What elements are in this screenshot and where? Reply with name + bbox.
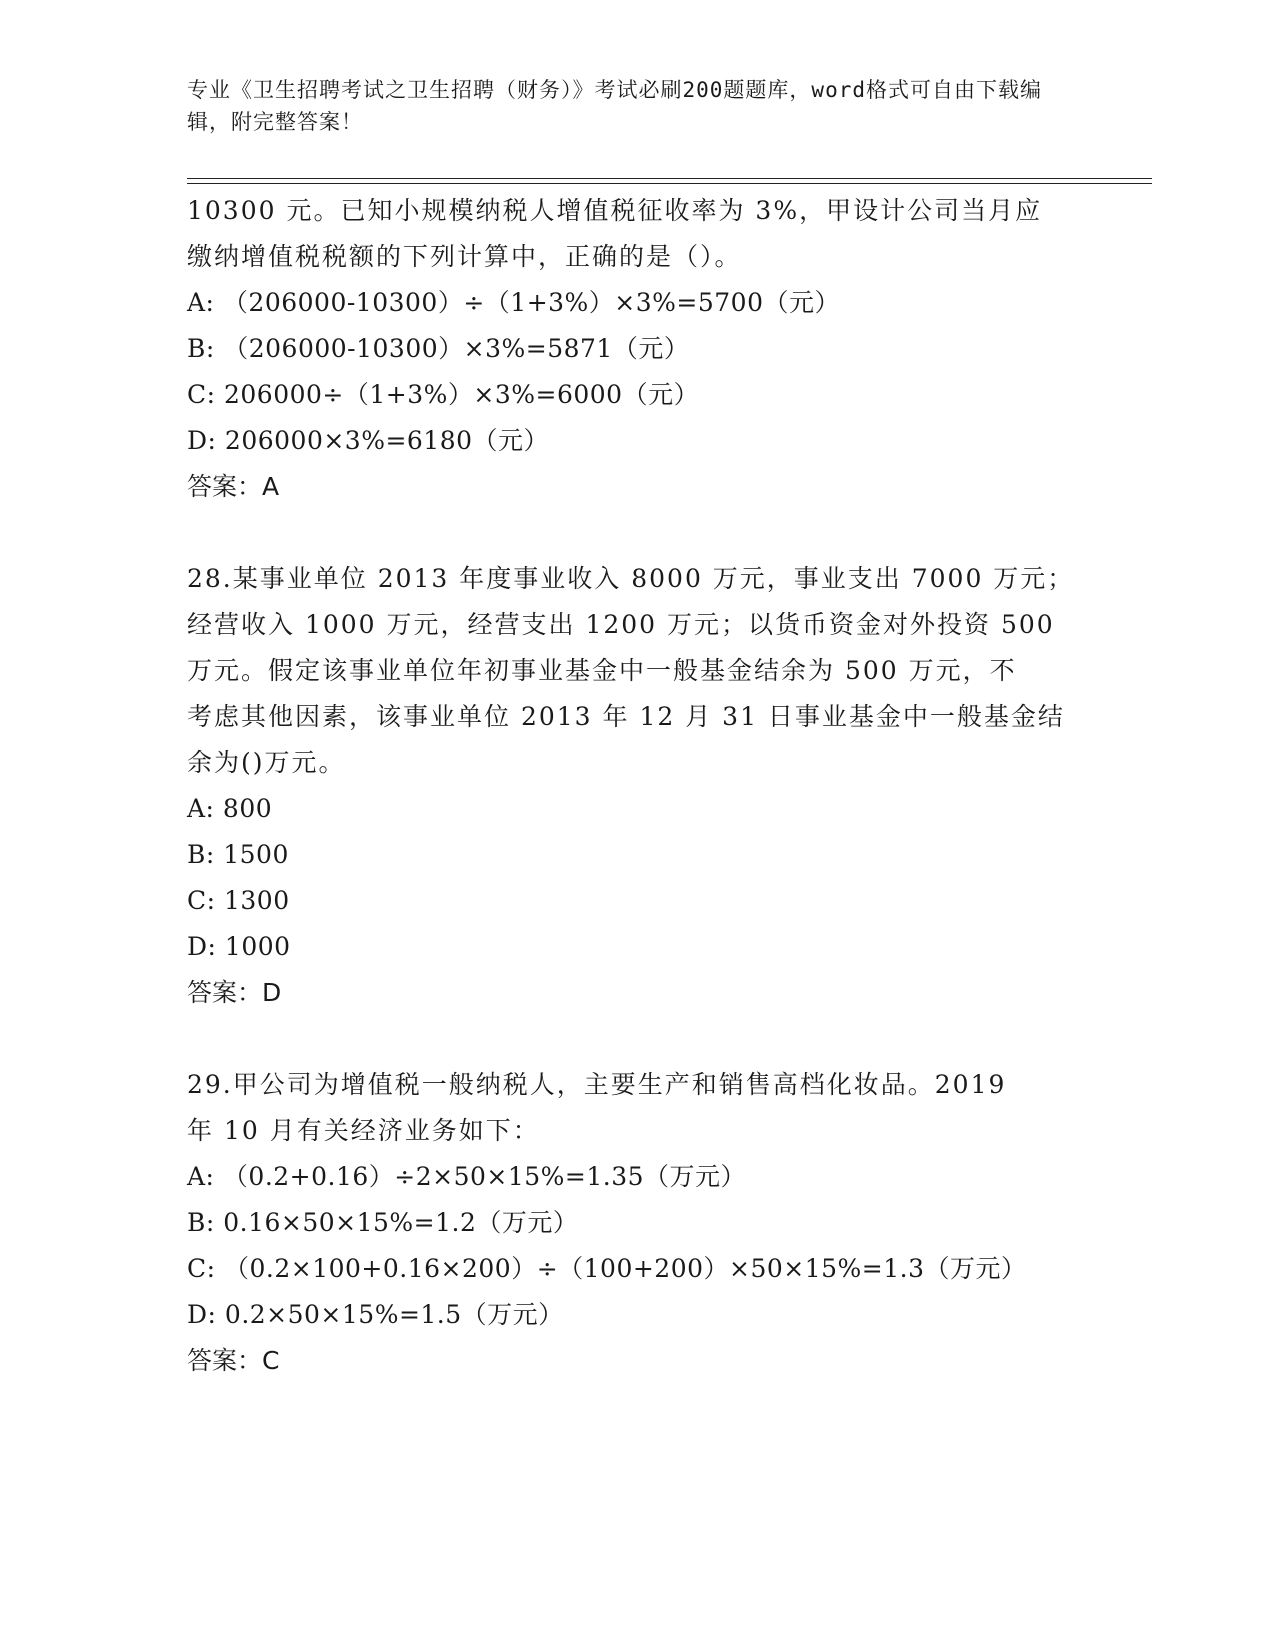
option-c: C: 206000÷（1+3%）×3%=6000（元） bbox=[187, 380, 700, 409]
question-block bbox=[187, 1062, 1087, 1384]
question-block bbox=[187, 556, 1087, 1016]
spacer bbox=[187, 1016, 1087, 1062]
question-stem-line: 缴纳增值税税额的下列计算中，正确的是（）。 bbox=[187, 242, 742, 271]
option-b: B: 0.16×50×15%=1.2（万元） bbox=[187, 1208, 579, 1237]
option-d: D: 1000 bbox=[187, 932, 291, 961]
option-c: C: 1300 bbox=[187, 886, 290, 915]
document-header: 专业《卫生招聘考试之卫生招聘（财务）》考试必刷200题题库，word格式可自由下载编辑，附完整答案！ bbox=[187, 78, 1042, 134]
question-stem-line: 28.某事业单位 2013 年度事业收入 8000 万元，事业支出 7000 万元； bbox=[187, 564, 1075, 593]
answer-line: 答案：C bbox=[187, 1346, 280, 1375]
option-b: B: 1500 bbox=[187, 840, 289, 869]
option-c: C: （0.2×100+0.16×200）÷（100+200）×50×15%=1.3（万元） bbox=[187, 1254, 1027, 1283]
question-stem-line: 经营收入 1000 万元，经营支出 1200 万元；以货币资金对外投资 500 bbox=[187, 610, 1055, 639]
option-b: B: （206000-10300）×3%=5871（元） bbox=[187, 334, 690, 363]
option-d: D: 0.2×50×15%=1.5（万元） bbox=[187, 1300, 564, 1329]
spacer bbox=[187, 510, 1087, 556]
question-stem-line: 考虑其他因素，该事业单位 2013 年 12 月 31 日事业基金中一般基金结 bbox=[187, 702, 1065, 731]
question-stem-line: 年 10 月有关经济业务如下： bbox=[187, 1116, 540, 1145]
question-stem-line: 10300 元。已知小规模纳税人增值税征收率为 3%，甲设计公司当月应 bbox=[187, 196, 1043, 225]
header-divider-bottom bbox=[187, 183, 1152, 184]
question-list bbox=[187, 188, 1087, 1384]
question-block bbox=[187, 188, 1087, 510]
answer-line: 答案：A bbox=[187, 472, 280, 501]
option-a: A: 800 bbox=[187, 794, 273, 823]
question-stem-line: 万元。假定该事业单位年初事业基金中一般基金结余为 500 万元，不 bbox=[187, 656, 1017, 685]
option-a: A: （0.2+0.16）÷2×50×15%=1.35（万元） bbox=[187, 1162, 747, 1191]
option-d: D: 206000×3%=6180（元） bbox=[187, 426, 550, 455]
option-a: A: （206000-10300）÷（1+3%）×3%=5700（元） bbox=[187, 288, 840, 317]
header-divider-top bbox=[187, 178, 1152, 179]
answer-line: 答案：D bbox=[187, 978, 282, 1007]
question-stem-line: 余为()万元。 bbox=[187, 748, 346, 777]
question-stem-line: 29.甲公司为增值税一般纳税人，主要生产和销售高档化妆品。2019 bbox=[187, 1070, 1007, 1099]
